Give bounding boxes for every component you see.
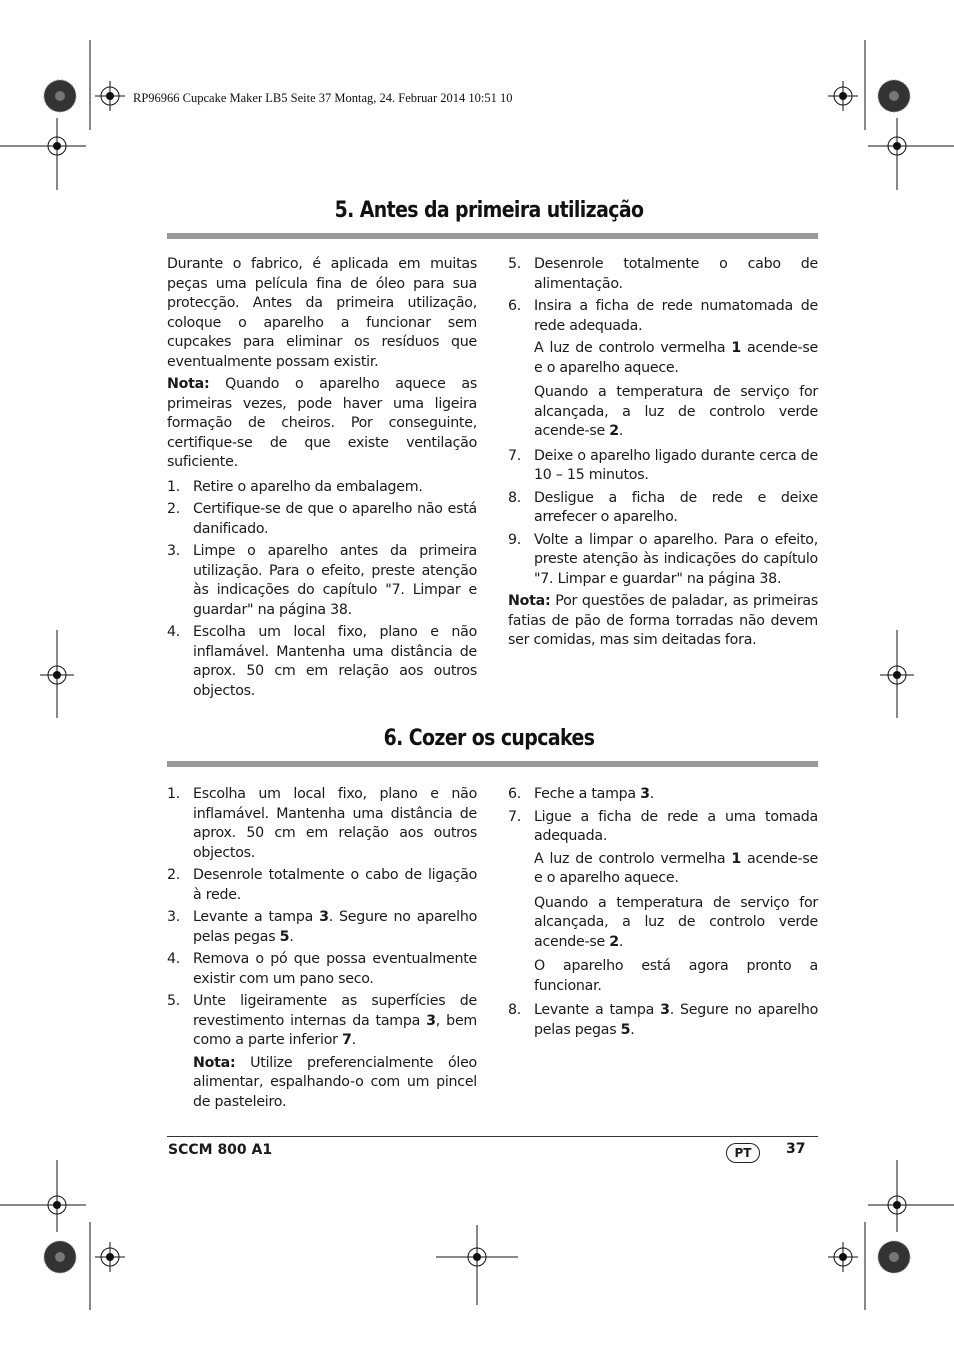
- list-item: [167, 500, 477, 539]
- list-item: [167, 866, 477, 905]
- section-6-left-column: [167, 785, 477, 1117]
- text: .: [630, 1021, 635, 1038]
- ref-number: 7: [341, 1032, 352, 1048]
- text: .: [351, 1032, 356, 1048]
- list-item: [167, 950, 477, 989]
- list-item: [508, 489, 818, 528]
- list-item: [167, 992, 477, 1051]
- item-number: 5.: [167, 993, 181, 1009]
- item-text: Certifique-se de que o aparelho não está danificado.: [193, 501, 477, 537]
- section-5-rule: [167, 233, 818, 239]
- note-paragraph: [167, 375, 477, 473]
- item-text: Retire o aparelho da embalagem.: [193, 478, 423, 495]
- ref-number: 3: [426, 1012, 436, 1029]
- page-number: 37: [786, 1141, 806, 1157]
- text: . Segure no aparelho pelas pegas: [193, 909, 477, 945]
- item-text: [193, 992, 477, 1051]
- note-text: Por questões de paladar, as primeiras fatias de pão de forma torradas não devem ser comidas, mas sim deitadas fora.: [508, 593, 818, 648]
- item-number: 3.: [167, 909, 181, 925]
- section-5-title: 5. Antes da primeira utilização: [334, 198, 644, 223]
- item-number: 6.: [508, 298, 522, 314]
- item-text: [193, 908, 477, 947]
- item-text: Remova o pó que possa eventualmente existir com um pano seco.: [193, 951, 477, 987]
- note-paragraph: [193, 1054, 477, 1113]
- item-text: Insira a ficha de rede numatomada de rede adequada.: [534, 298, 818, 334]
- registration-disc-tl: [44, 80, 76, 112]
- item-subparagraph: O aparelho está agora pronto a funcionar.: [534, 958, 818, 994]
- item-text: Volte a limpar o aparelho. Para o efeito, preste atenção às indicações do capítulo "7. Limpar e guardar" na página 38.: [534, 531, 818, 587]
- item-text: Escolha um local fixo, plano e não inflamável. Mantenha uma distância de aprox. 50 cm em relação aos outros objectos.: [193, 624, 477, 699]
- section-5-left-column: [167, 255, 477, 704]
- item-text: Escolha um local fixo, plano e não inflamável. Mantenha uma distância de aprox. 50 cm em relação aos outros objectos.: [193, 786, 477, 861]
- list-item: [508, 447, 818, 486]
- note-text: Utilize preferencialmente óleo alimentar, espalhando-o com um pincel de pasteleiro.: [193, 1054, 477, 1110]
- text: Quando a temperatura de serviço for alcançada, a luz de controlo verde acende-se: [534, 384, 818, 439]
- item-subparagraph: [534, 894, 818, 953]
- item-text: Ligue a ficha de rede a uma tomada adequada.: [534, 808, 818, 844]
- text: .: [618, 933, 624, 950]
- list-item: [508, 808, 818, 847]
- item-number: 1.: [167, 478, 181, 495]
- text: acende-se e o aparelho aquece.: [534, 850, 818, 886]
- item-number: 4.: [167, 624, 181, 640]
- text: Levante a tampa: [193, 909, 320, 925]
- section-6-right-column: [508, 785, 818, 1043]
- ref-number: 1: [731, 850, 741, 867]
- ref-number: 2: [609, 423, 619, 439]
- section-5-right-column: [508, 255, 818, 654]
- ref-number: 3: [640, 786, 650, 802]
- ref-number: 2: [609, 933, 619, 950]
- list-item: [508, 785, 818, 805]
- text: A luz de controlo vermelha: [534, 850, 732, 867]
- footer-rule: [167, 1136, 818, 1137]
- ref-number: 5: [620, 1021, 631, 1038]
- item-number: 1.: [167, 786, 181, 802]
- note-label: Nota:: [167, 376, 210, 392]
- list-item: [508, 297, 818, 336]
- note-text: Quando o aparelho aquece as primeiras vezes, pode haver uma ligeira formação de cheiros. Por conseguinte, certifique-se de que existe ventilação suficiente.: [167, 376, 477, 470]
- list-item: [167, 478, 477, 498]
- item-number: 2.: [167, 501, 181, 517]
- item-text: [534, 785, 818, 805]
- text: acende-se e o aparelho aquece.: [534, 340, 818, 376]
- note-label: Nota:: [193, 1054, 236, 1071]
- item-text: Desligue a ficha de rede e deixe arrefecer o aparelho.: [534, 489, 818, 525]
- ref-number: 3: [660, 1002, 670, 1018]
- note-label: Nota:: [508, 593, 551, 609]
- footer-model: SCCM 800 A1: [168, 1142, 273, 1158]
- item-text: Desenrole totalmente o cabo de ligação à rede.: [193, 867, 477, 903]
- note-paragraph: [508, 592, 818, 651]
- ref-number: 1: [731, 340, 741, 356]
- ref-number: 3: [319, 909, 329, 925]
- item-number: 3.: [167, 543, 181, 559]
- text: Levante a tampa: [534, 1002, 661, 1018]
- item-number: 4.: [167, 951, 181, 967]
- text: Unte ligeiramente as superfícies de revestimento internas da tampa: [193, 993, 477, 1029]
- item-number: 8.: [508, 1002, 522, 1018]
- language-badge: PT: [726, 1143, 760, 1163]
- section-6-title: 6. Cozer os cupcakes: [383, 726, 595, 751]
- text: A luz de controlo vermelha: [534, 340, 732, 356]
- item-subparagraph: [534, 850, 818, 889]
- item-text: Desenrole totalmente o cabo de alimentação.: [534, 256, 818, 292]
- list-item: [167, 623, 477, 701]
- intro-paragraph: Durante o fabrico, é aplicada em muitas peças uma película fina de óleo para sua protecção. Antes da primeira utilização, coloque o aparelho a funcionar sem cupcakes para eliminar os resíduos que eventualmente possam existir.: [167, 256, 477, 370]
- item-number: 7.: [508, 447, 522, 464]
- item-number: 7.: [508, 808, 522, 825]
- item-text: Limpe o aparelho antes da primeira utilização. Para o efeito, preste atenção às indicações do capítulo "7. Limpar e guardar" na página 38.: [193, 543, 477, 618]
- text: Quando a temperatura de serviço for alcançada, a luz de controlo verde acende-se: [534, 894, 818, 950]
- text: .: [649, 786, 655, 802]
- item-number: 9.: [508, 531, 522, 548]
- item-text: Deixe o aparelho ligado durante cerca de 10 – 15 minutos.: [534, 447, 818, 483]
- item-number: 8.: [508, 489, 522, 506]
- text: .: [618, 423, 624, 439]
- item-number: 5.: [508, 256, 522, 272]
- list-item: [508, 1001, 818, 1040]
- list-item: [508, 255, 818, 294]
- text: .: [289, 928, 294, 945]
- print-slug-line: RP96966 Cupcake Maker LB5 Seite 37 Montag, 24. Februar 2014 10:51 10: [133, 91, 513, 105]
- item-subparagraph: [534, 383, 818, 442]
- text: Feche a tampa: [534, 786, 641, 802]
- item-number: 6.: [508, 786, 522, 802]
- list-item: [167, 785, 477, 863]
- list-item: [167, 542, 477, 620]
- list-item: [167, 908, 477, 947]
- item-number: 2.: [167, 867, 181, 883]
- section-6-rule: [167, 761, 818, 767]
- text: , bem como a parte inferior: [193, 1012, 477, 1048]
- ref-number: 5: [279, 928, 290, 945]
- item-subparagraph: [534, 339, 818, 378]
- list-item: [508, 531, 818, 590]
- item-text: [534, 1001, 818, 1040]
- text: . Segure no aparelho pelas pegas: [534, 1002, 818, 1038]
